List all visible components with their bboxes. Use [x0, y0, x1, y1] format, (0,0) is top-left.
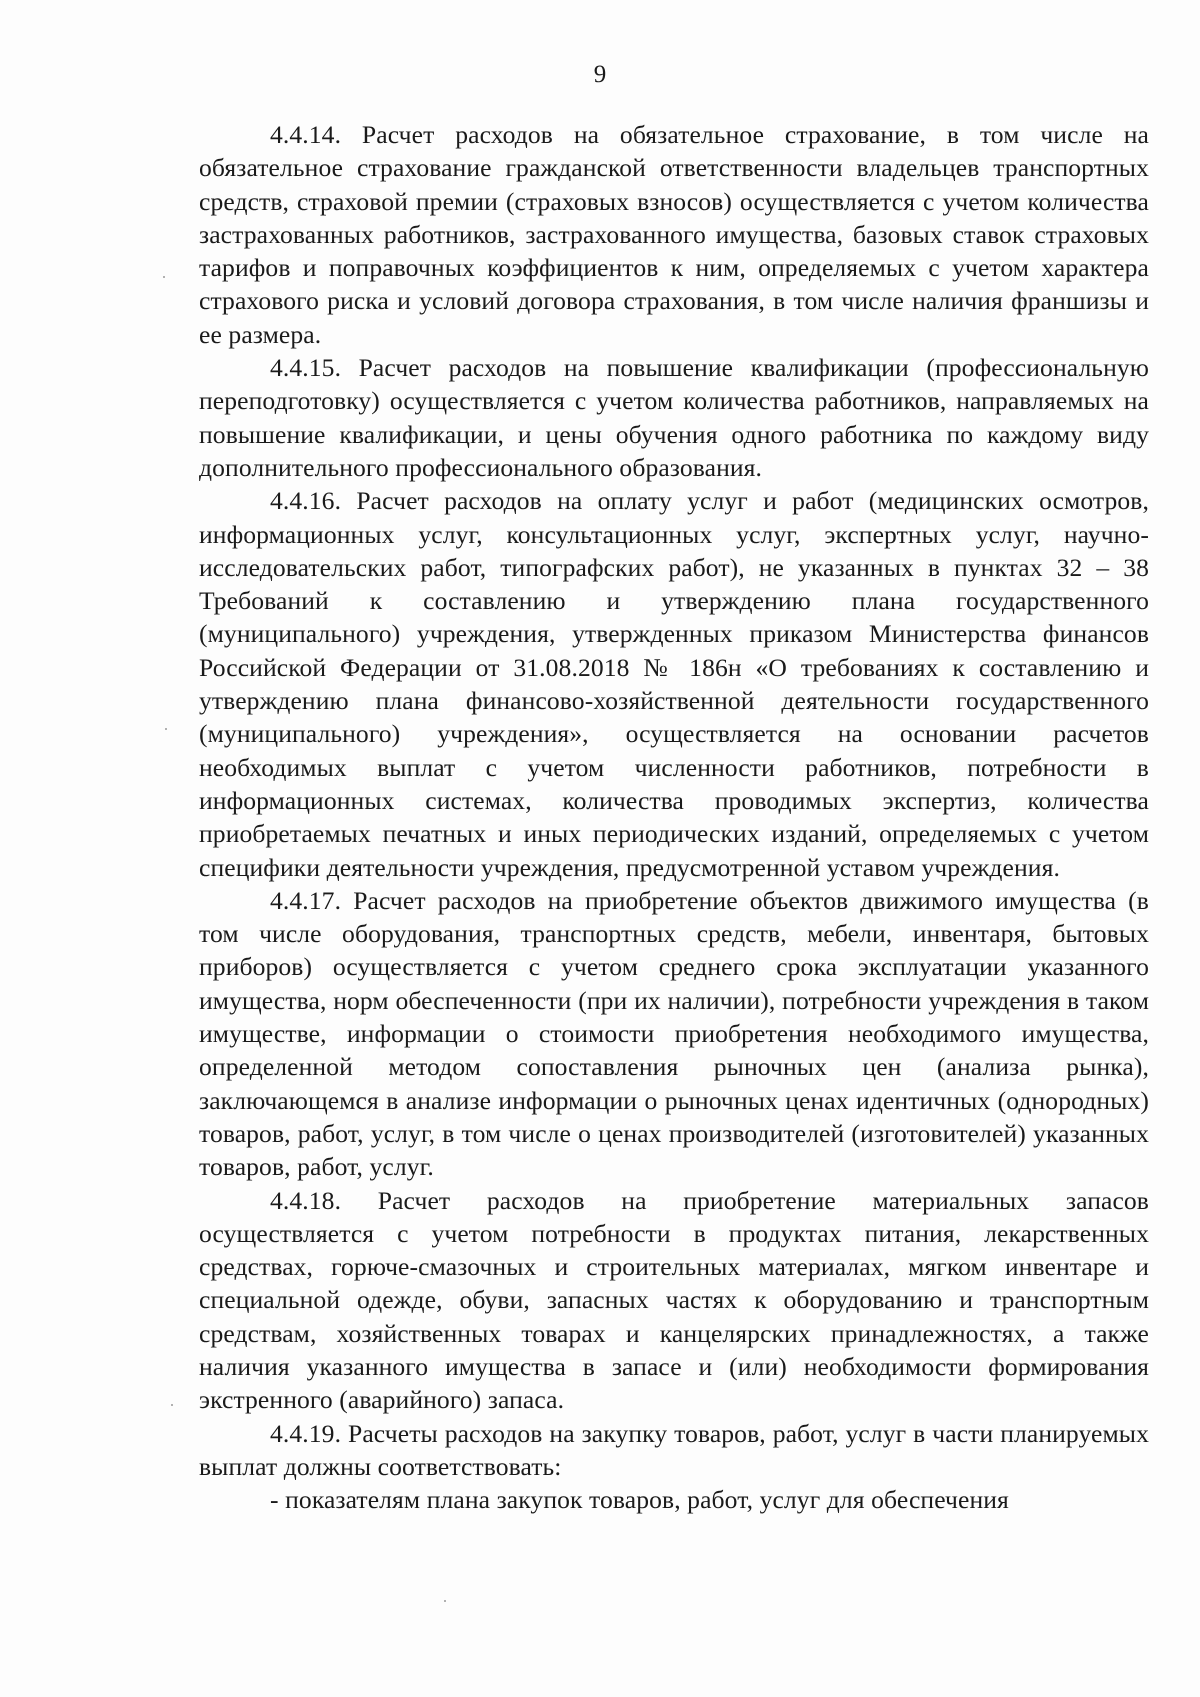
- document-body: [199, 118, 1149, 1516]
- paragraph-4-4-18: 4.4.18. Расчет расходов на приобретение материальных запасов осуществляется с учетом потребности в продуктах питания, лекарственных средствах, горюче-смазочных и строительных материалах, мягком инвентаре и специальной одежде, обуви, запасных частях к оборудованию и транспортным средствам, хозяйственных товарах и канцелярских принадлежностях, а также наличия указанного имущества в запасе и (или) необходимости формирования экстренного (аварийного) запаса.: [199, 1185, 1149, 1415]
- paragraph-4-4-16: 4.4.16. Расчет расходов на оплату услуг и работ (медицинских осмотров, информационных услуг, консультационных услуг, экспертных услуг, научно-исследовательских работ, типографских работ), не указанных в пунктах 32 – 38 Требований к составлению и утверждению плана государственного (муниципального) учреждения, утвержденных приказом Министерства финансов Российской Федерации от 31.08.2018 № 186н «О требованиях к составлению и утверждению плана финансово-хозяйственной деятельности государственного (муниципального) учреждения», осуществляется на основании расчетов необходимых выплат с учетом численности работников, потребности в информационных системах, количества проводимых экспертиз, количества приобретаемых печатных и иных периодических изданий, определяемых с учетом специфики деятельности учреждения, предусмотренной уставом учреждения.: [199, 486, 1149, 882]
- scan-speck: [444, 1600, 446, 1602]
- paragraph-4-4-15: 4.4.15. Расчет расходов на повышение квалификации (профессиональную переподготовку) осуществляется с учетом количества работников, направляемых на повышение квалификации, и цены обучения одного работника по каждому виду дополнительного профессионального образования.: [199, 353, 1149, 482]
- paragraph-4-4-19: 4.4.19. Расчеты расходов на закупку товаров, работ, услуг в части планируемых выплат должны соответствовать:: [199, 1418, 1149, 1481]
- scan-speck: [163, 276, 165, 278]
- page-number: 9: [593, 61, 607, 88]
- paragraph-4-4-17: 4.4.17. Расчет расходов на приобретение объектов движимого имущества (в том числе оборудования, транспортных средств, мебели, инвентаря, бытовых приборов) осуществляется с учетом среднего срока эксплуатации указанного имущества, норм обеспеченности (при их наличии), потребности учреждения в таком имуществе, информации о стоимости приобретения необходимого имущества, определенной методом сопоставления рыночных цен (анализа рынка), заключающемся в анализе информации о рыночных ценах идентичных (однородных) товаров, работ, услуг, в том числе о ценах производителей (изготовителей) указанных товаров, работ, услуг.: [199, 885, 1149, 1182]
- scan-speck: [171, 1404, 173, 1406]
- paragraph-4-4-14: 4.4.14. Расчет расходов на обязательное страхование, в том числе на обязательное страхование гражданской ответственности владельцев транспортных средств, страховой премии (страховых взносов) осуществляется с учетом количества застрахованных работников, застрахованного имущества, базовых ставок страховых тарифов и поправочных коэффициентов к ним, определяемых с учетом характера страхового риска и условий договора страхования, в том числе наличия франшизы и ее размера.: [199, 120, 1149, 349]
- list-item-plan-indicators: - показателям плана закупок товаров, работ, услуг для обеспечения: [270, 1485, 1009, 1515]
- scan-speck: [165, 728, 167, 730]
